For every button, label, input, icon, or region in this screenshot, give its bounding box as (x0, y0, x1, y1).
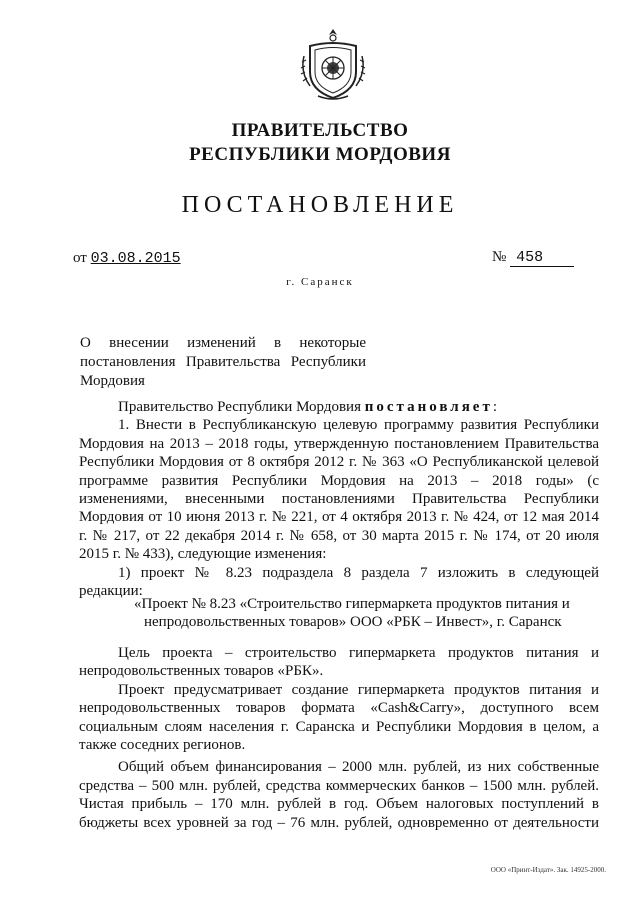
paragraph-line: Мордовия на 2013 – 2018 годы, утвержденную постановлением Правительства (79, 435, 599, 452)
paragraph-line: программе развития Республики Мордовия на 2013 – 2018 годы» (с (79, 472, 599, 489)
paragraph-line: изменениями, внесенными постановлениями Правительства Республики (79, 491, 599, 508)
coat-of-arms-emblem (300, 26, 366, 102)
paragraph-line: непродовольственных товаров «РБК». (79, 663, 324, 680)
paragraph-line: Цель проекта – строительство гипермаркета продуктов питания и (118, 645, 599, 661)
date-prefix: от (73, 250, 87, 266)
paragraph-line: Чистая прибыль – 170 млн. рублей в год. Объем налоговых поступлений в (79, 796, 599, 813)
quote-line: «Проект № 8.23 «Строительство гипермаркета продуктов питания и (134, 596, 570, 612)
number-value: 458 (510, 249, 574, 267)
intro-end: : (492, 399, 498, 415)
intro-start: Правительство Республики Мордовия (118, 399, 361, 415)
date-value: 03.08.2015 (90, 250, 181, 267)
document-city: г. Саранск (286, 276, 354, 288)
document-date (73, 250, 181, 267)
paragraph-line: Мордовия от 10 июня 2013 г. № 221, от 4 октября 2013 г. № 424, от 12 мая 2014 (79, 509, 599, 526)
paragraph-line: 1. Внести в Республиканскую целевую программу развития Республики (118, 417, 599, 434)
subject-line: О внесении изменений в некоторые (80, 335, 366, 351)
paragraph-line: Общий объем финансирования – 2000 млн. рублей, из них собственные (118, 759, 599, 776)
paragraph-line: Республики Мордовия от 8 октября 2012 г. № 363 «О Республиканской целевой (79, 454, 599, 471)
intro-line (79, 398, 599, 416)
paragraph-line: социальным слоям населения г. Саранска и Республики Мордовия в целом, а (79, 718, 599, 735)
paragraph-line: средства – 500 млн. рублей, средства коммерческих банков – 1500 млн. рублей. (79, 777, 599, 794)
subject-line: Мордовия (80, 373, 145, 389)
document-number (492, 249, 574, 267)
paragraph-line: непродовольственных товаров формата «Cash&Carry», доступного всем (79, 700, 599, 717)
paragraph-line: также соседних регионов. (79, 737, 246, 754)
document-type-title: ПОСТАНОВЛЕНИЕ (181, 192, 459, 218)
document-subject (80, 334, 366, 391)
paragraph-line: 1) проект № 8.23 подраздела 8 раздела 7 изложить в следующей (118, 564, 599, 581)
printer-imprint: ООО «Принт-Издат». Зак. 14925-2000. (490, 866, 606, 874)
government-title-line2: РЕСПУБЛИКИ МОРДОВИЯ (189, 144, 451, 165)
number-prefix: № (492, 249, 507, 265)
government-title-line1: ПРАВИТЕЛЬСТВО (231, 120, 409, 141)
quote-line: непродовольственных товаров» ООО «РБК – Инвест», г. Саранск (144, 614, 562, 631)
project-quote (134, 595, 570, 632)
intro-keyword: постановляет (364, 399, 493, 415)
paragraph-line: Проект предусматривает создание гипермаркета продуктов питания и (118, 681, 599, 698)
project-description (79, 644, 599, 832)
subject-line: постановления Правительства Республики (80, 354, 366, 370)
paragraph-line: г. № 217, от 22 декабря 2014 г. № 658, от 30 марта 2015 г. № 174, от 20 июля (79, 527, 599, 544)
paragraph-line: редакции: (79, 583, 143, 600)
paragraph-line: 2015 г. № 433), следующие изменения: (79, 546, 327, 563)
resolution-body (79, 398, 599, 600)
paragraph-line: бюджеты всех уровней за год – 76 млн. рублей, одновременно от деятельности (79, 814, 599, 831)
